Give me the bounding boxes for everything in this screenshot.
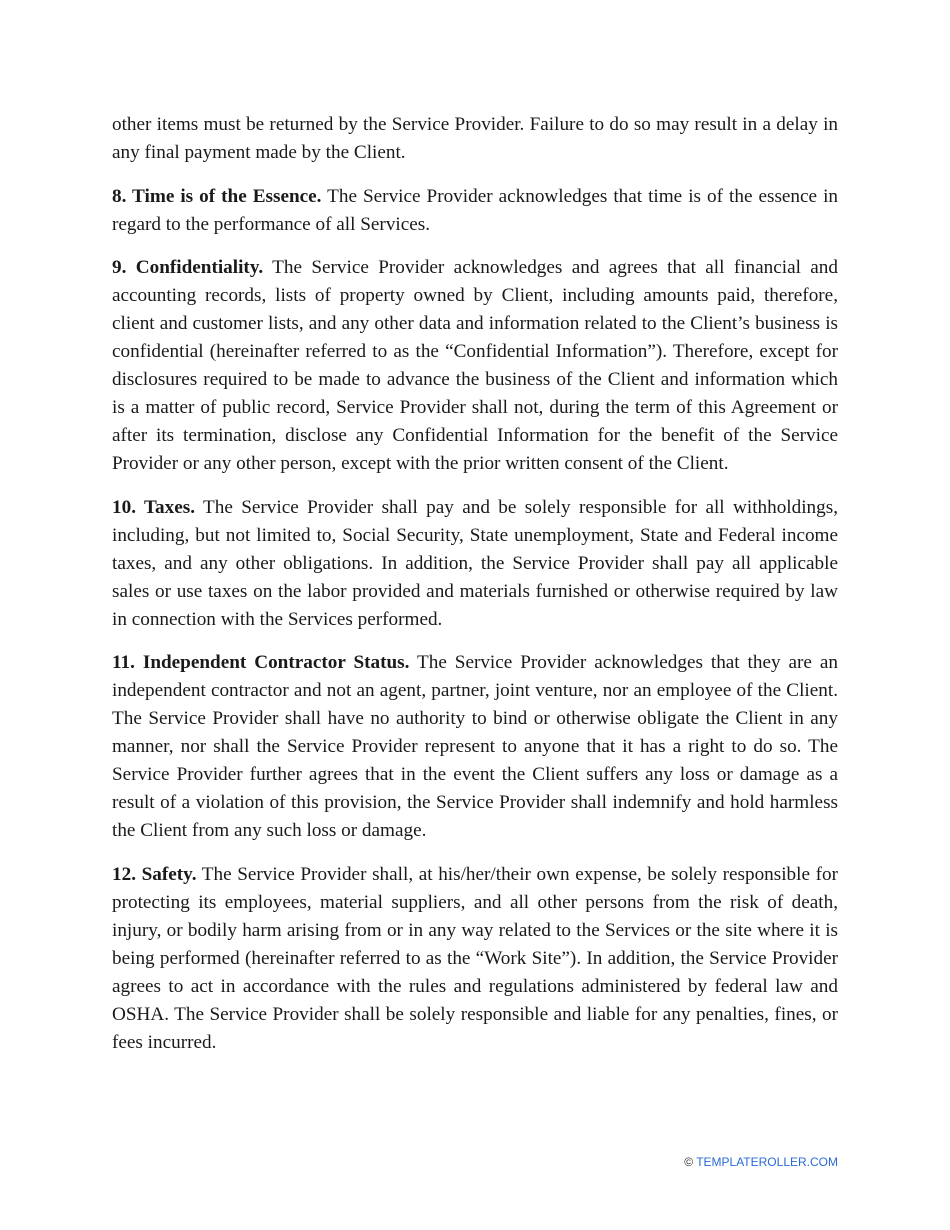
clause-heading: 12. Safety. — [112, 863, 197, 885]
clause-taxes — [112, 494, 838, 634]
clause-time-of-essence — [112, 183, 838, 239]
clause-text: The Service Provider shall, at his/her/their own expense, be solely responsible for protecting its employees, material suppliers, and all other persons from the risk of death, injury, or bodily harm arising from or in any way related to the Services or the site where it is being performed (hereinafter referred to as the “Work Site”). In addition, the Service Provider agrees to act in accordance with the rules and regulations administered by federal law and OSHA. The Service Provider shall be solely responsible and liable for any penalties, fines, or fees incurred. — [112, 863, 838, 1053]
clause-confidentiality — [112, 254, 838, 478]
footer-credit — [684, 1155, 838, 1169]
clause-text: The Service Provider acknowledges and agrees that all financial and accounting records, lists of property owned by Client, including amounts paid, therefore, client and customer lists, and any other data and information related to the Client’s business is confidential (hereinafter referred to as the “Confidential Information”). Therefore, except for disclosures required to be made to advance the business of the Client and information which is a matter of public record, Service Provider shall not, during the term of this Agreement or after its termination, disclose any Confidential Information for the benefit of the Service Provider or any other person, except with the prior written consent of the Client. — [112, 257, 838, 474]
clause-heading: 8. Time is of the Essence. — [112, 185, 322, 207]
clause-heading: 10. Taxes. — [112, 496, 196, 518]
copyright-symbol: © — [684, 1155, 694, 1169]
document-body — [112, 111, 838, 1072]
templateroller-link[interactable]: TEMPLATEROLLER.COM — [696, 1155, 838, 1169]
clause-heading: 9. Confidentiality. — [112, 257, 264, 278]
paragraph-continuation — [112, 111, 838, 167]
clause-heading: 11. Independent Contractor Status. — [112, 652, 410, 673]
clause-text: The Service Provider shall pay and be solely responsible for all withholdings, including, but not limited to, Social Security, State unemployment, State and Federal income taxes, and any other obligations. In addition, the Service Provider shall pay all applicable sales or use taxes on the labor provided and materials furnished or otherwise required by law in connection with the Services performed. — [112, 496, 839, 630]
clause-text: The Service Provider acknowledges that they are an independent contractor and not an agent, partner, joint venture, nor an employee of the Client. The Service Provider shall have no authority to bind or otherwise obligate the Client in any manner, nor shall the Service Provider represent to anyone that it has a right to do so. The Service Provider further agrees that in the event the Client suffers any loss or damage as a result of a violation of this provision, the Service Provider shall indemnify and hold harmless the Client from any such loss or damage. — [112, 652, 838, 841]
clause-independent-contractor — [112, 649, 838, 845]
clause-text: The Service Provider acknowledges that time is of the essence in regard to the performance of all Services. — [112, 185, 838, 235]
clause-safety — [112, 861, 838, 1057]
clause-text: other items must be returned by the Service Provider. Failure to do so may result in a delay in any final payment made by the Client. — [112, 114, 838, 163]
